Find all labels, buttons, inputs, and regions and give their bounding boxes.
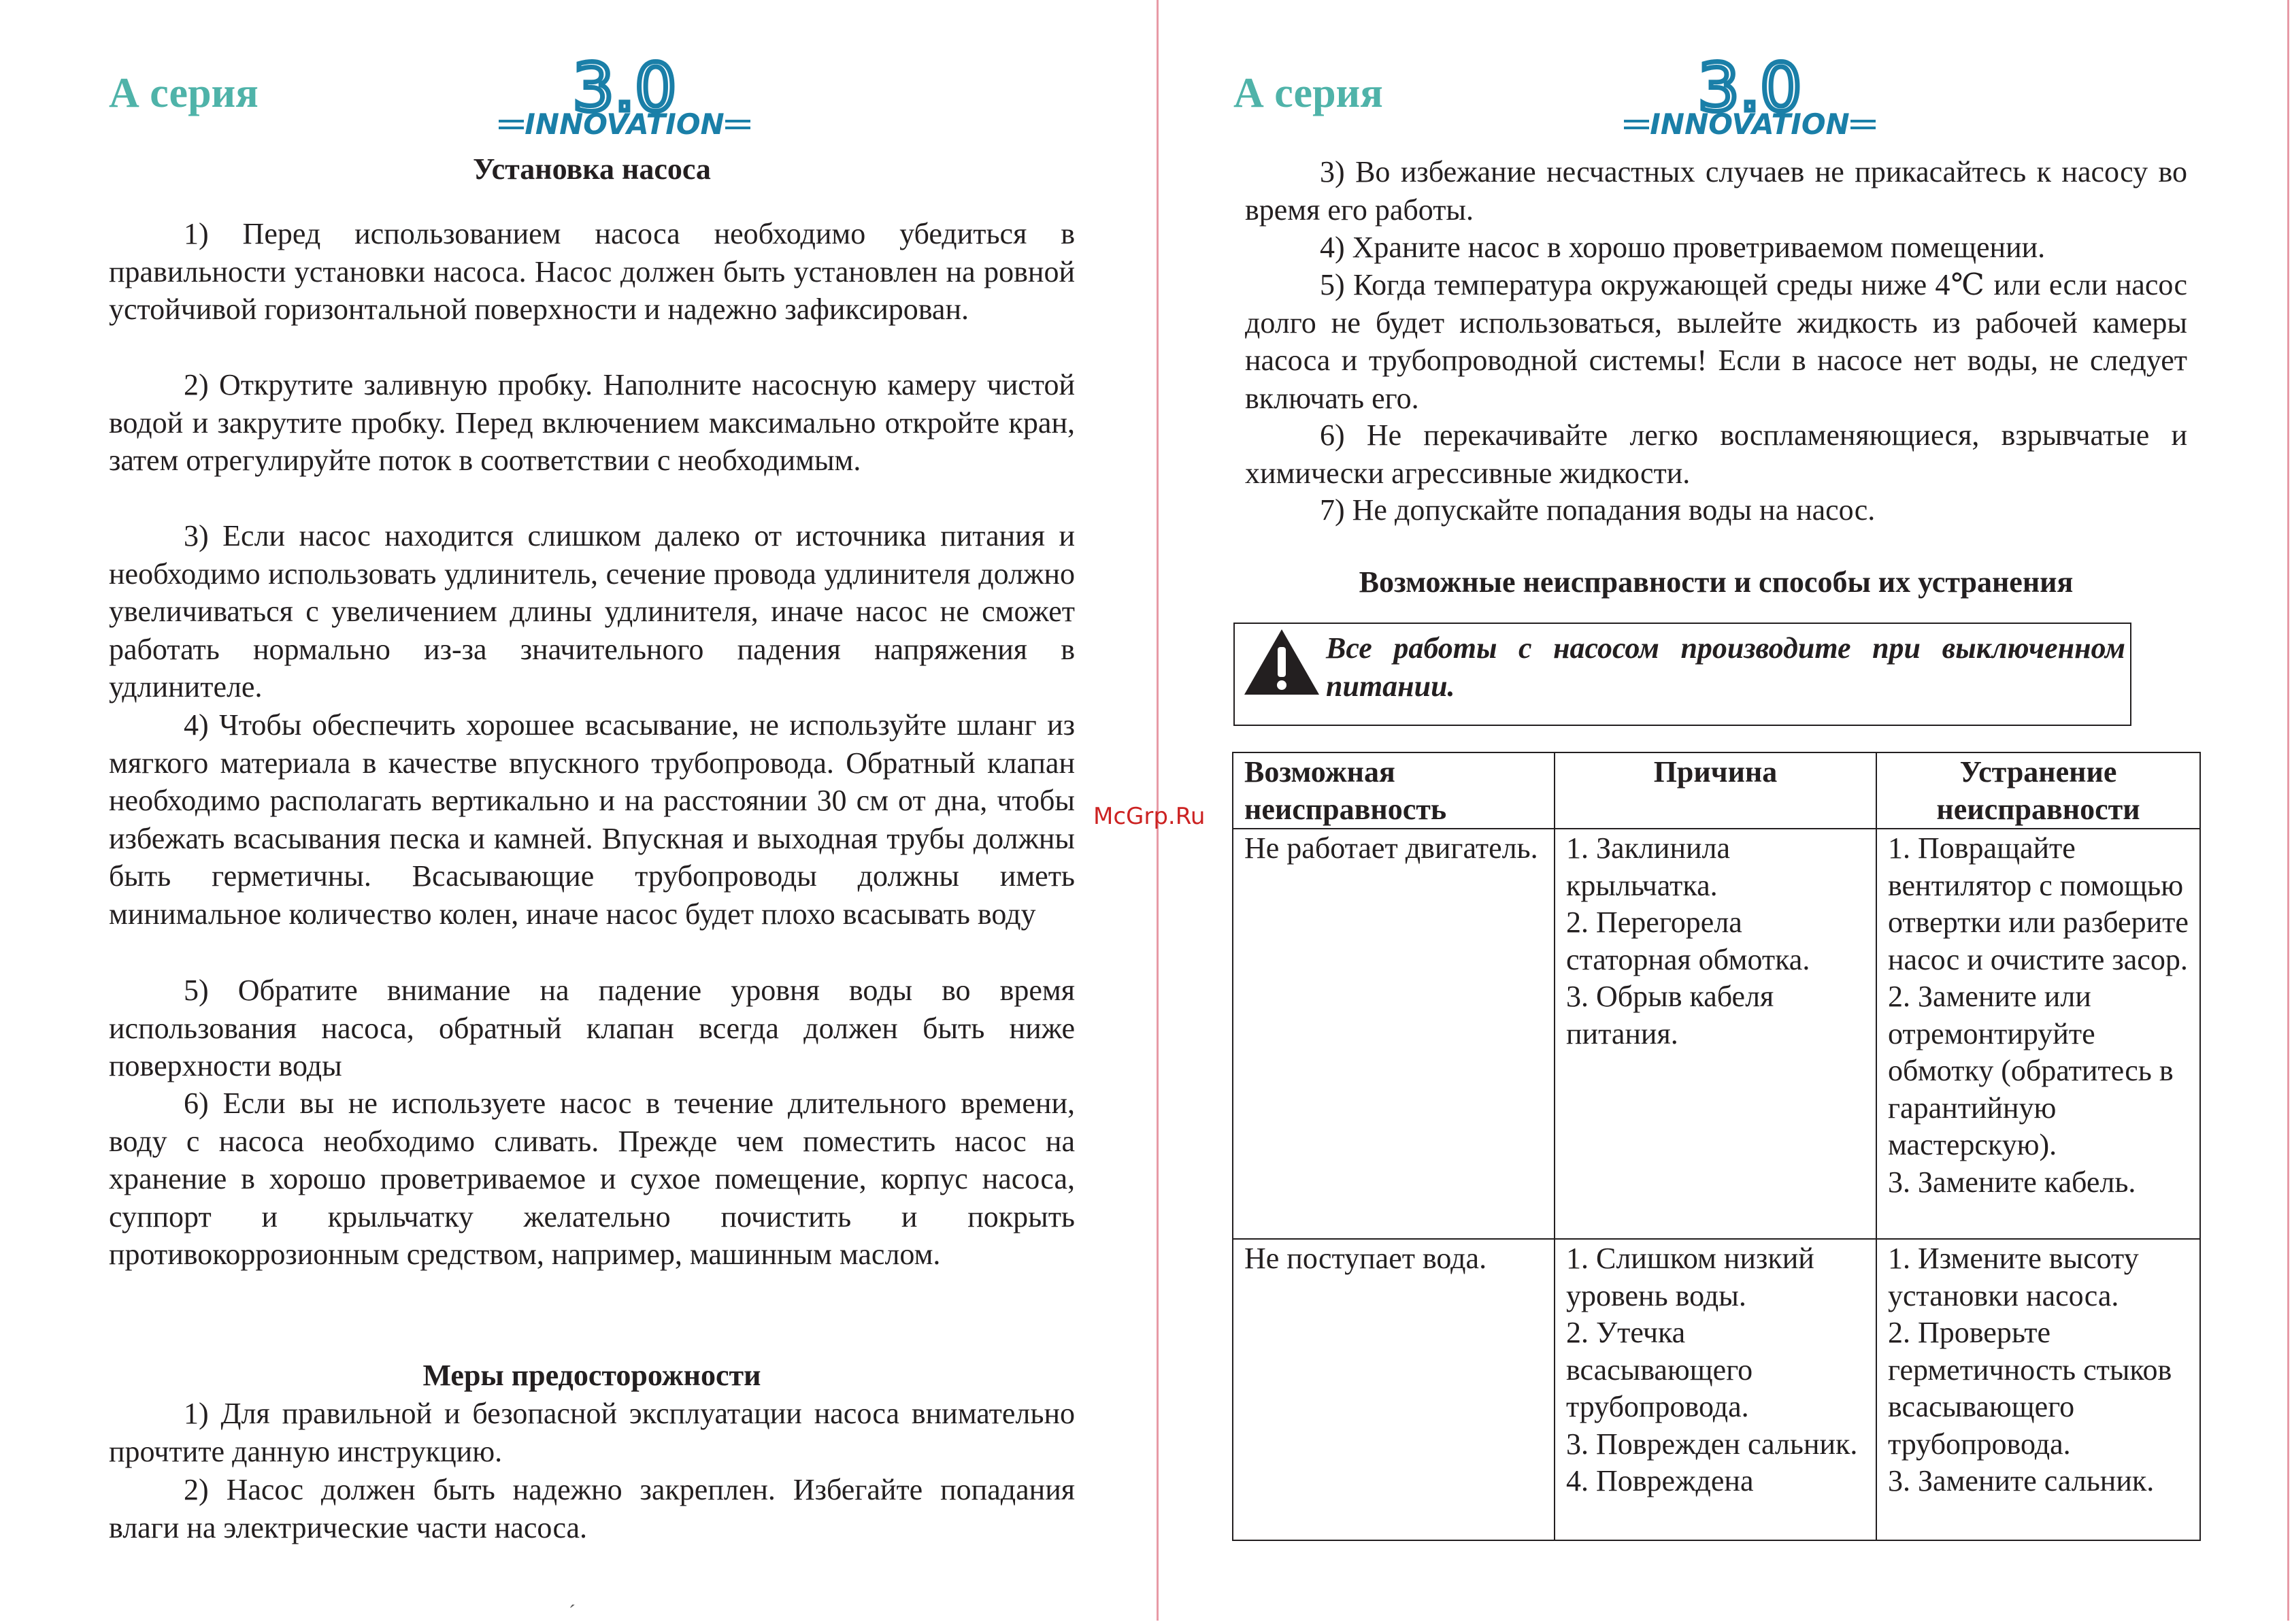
watermark-link[interactable]: McGrp.Ru xyxy=(1093,803,1206,830)
page-tick-mark: ˊ xyxy=(569,1601,576,1623)
brand-logo-right xyxy=(1621,56,1879,144)
remedy-cell xyxy=(1876,829,2200,1239)
precaution-4: 4) Храните насос в хорошо проветриваемом помещении. xyxy=(1320,231,2046,264)
warning-box xyxy=(1233,623,2131,726)
cause-cell xyxy=(1555,829,1876,1239)
page-edge-line-right xyxy=(2287,0,2289,1621)
faults-table xyxy=(1232,752,2201,1541)
precaution-2: 2) Насос должен быть надежно закреплен. Избегайте попадания влаги на электрические части насоса. xyxy=(109,1473,1075,1544)
cause-cell xyxy=(1555,1239,1876,1540)
precautions-title: Меры предосторожности xyxy=(422,1359,761,1392)
install-paragraph-5: 5) Обратите внимание на падение уровня воды во время использования насоса, обратный клапан всегда должен быть ниже поверхности воды xyxy=(109,974,1075,1082)
precaution-3: 3) Во избежание несчастных случаев не прикасайтесь к насосу во время его работы. xyxy=(1245,155,2187,227)
precaution-5: 5) Когда температура окружающей среды ниже 4℃ или если насос долго не будет использоваться, вылейте жидкость из рабочей камеры насоса и трубопроводной системы! Если в насосе нет воды, не следует включать его. xyxy=(1245,268,2187,415)
table-header-fault: Возможная неисправность xyxy=(1233,752,1555,829)
install-title: Установка насоса xyxy=(473,152,711,186)
faults-title: Возможные неисправности и способы их устранения xyxy=(1359,565,2074,599)
table-row xyxy=(1233,829,2200,1239)
warning-triangle-icon xyxy=(1242,627,1322,697)
remedy-item: 3. Замените сальник. xyxy=(1888,1464,2155,1497)
logo-number-right: 3.0 xyxy=(1697,56,1802,126)
warning-text: Все работы с насосом производите при выключенном питании. xyxy=(1326,631,2125,703)
series-label-right: А серия xyxy=(1233,70,1383,116)
cause-item: 2. Утечка всасывающего трубопровода. xyxy=(1566,1316,1753,1423)
remedy-item: 3. Замените кабель. xyxy=(1888,1165,2136,1199)
install-paragraph-1: 1) Перед использованием насоса необходимо убедиться в правильности установки насоса. Насос должен быть установлен на ровной устойчивой горизонтальной поверхности и надежно зафиксирован. xyxy=(109,217,1075,326)
precaution-1: 1) Для правильной и безопасной эксплуатации насоса внимательно прочтите данную инструкцию. xyxy=(109,1397,1075,1468)
table-header-remedy: Устранение неисправности xyxy=(1876,752,2200,829)
remedy-cell xyxy=(1876,1239,2200,1540)
cause-item: 4. Повреждена xyxy=(1566,1464,1754,1497)
logo-number: 3.0 xyxy=(572,56,677,126)
brand-logo xyxy=(495,56,754,144)
cause-item: 3. Поврежден сальник. xyxy=(1566,1427,1858,1461)
fault-cell: Не поступает вода. xyxy=(1233,1239,1555,1540)
table-header-cause: Причина xyxy=(1555,752,1876,829)
precaution-7: 7) Не допускайте попадания воды на насос. xyxy=(1320,493,1876,527)
remedy-item: 1. Измените высоту установки насоса. xyxy=(1888,1242,2139,1312)
precaution-6: 6) Не перекачивайте легко воспламеняющиеся, взрывчатые и химически агрессивные жидкости. xyxy=(1245,418,2187,490)
remedy-item: 2. Проверьте герметичность стыков всасывающего трубопровода. xyxy=(1888,1316,2172,1461)
cause-item: 1. Заклинила крыльчатка. xyxy=(1566,831,1731,902)
install-paragraph-6: 6) Если вы не используете насос в течение длительного времени, воду с насоса необходимо сливать. Прежде чем поместить насос на хранение в хорошо проветриваемое и сухое помещение, корпус насоса, суппорт и крыльчатку желательно почистить и покрыть противокоррозионным средством, например, машинным маслом. xyxy=(109,1087,1075,1271)
cause-item: 3. Обрыв кабеля питания. xyxy=(1566,980,1774,1050)
cause-item: 2. Перегорела статорная обмотка. xyxy=(1566,906,1810,976)
table-row xyxy=(1233,1239,2200,1540)
remedy-item: 1. Повращайте вентилятор с помощью отвертки или разберите насос и очистите засор. xyxy=(1888,831,2189,976)
install-paragraph-2: 2) Открутите заливную пробку. Наполните насосную камеру чистой водой и закрутите пробку. Перед включением максимально откройте кран, затем отрегулируйте поток в соответствии с необходимым. xyxy=(109,368,1075,477)
logo-word-right: INNOVATION xyxy=(1650,107,1850,141)
series-label: А серия xyxy=(109,70,259,116)
fault-cell: Не работает двигатель. xyxy=(1233,829,1555,1239)
cause-item: 1. Слишком низкий уровень воды. xyxy=(1566,1242,1814,1312)
logo-word: INNOVATION xyxy=(525,107,725,141)
remedy-item: 2. Замените или отремонтируйте обмотку (обратитесь в гарантийную мастерскую). xyxy=(1888,980,2174,1161)
install-paragraph-3: 3) Если насос находится слишком далеко от источника питания и необходимо использовать удлинитель, сечение провода удлинителя должно увеличиваться с увеличением длины удлинителя, иначе насос не сможет работать нормально из-за значительного падения напряжения в удлинителе. xyxy=(109,519,1075,703)
install-paragraph-4: 4) Чтобы обеспечить хорошее всасывание, не используйте шланг из мягкого материала в качестве впускного трубопровода. Обратный клапан необходимо располагать вертикально и на расстоянии 30 см от дна, чтобы избежать всасывания песка и камней. Впускная и выходная трубы должны быть герметичны. Всасывающие трубопроводы должны иметь минимальное количество колен, иначе насос будет плохо всасывать воду xyxy=(109,708,1075,931)
